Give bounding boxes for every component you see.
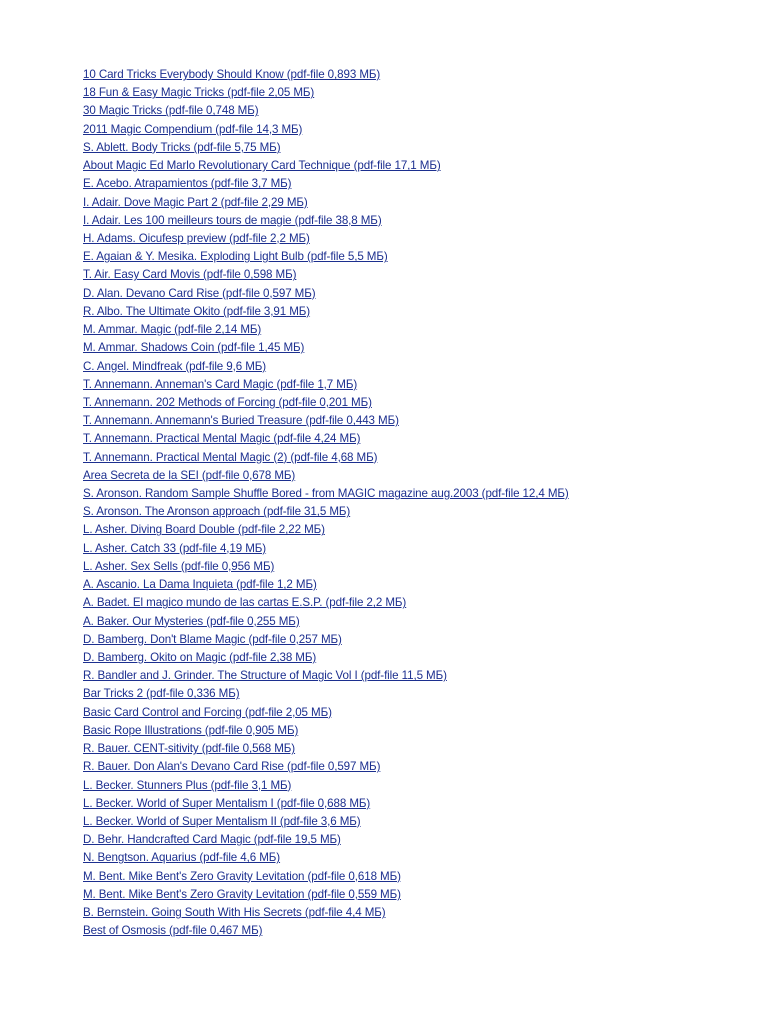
- list-item: [83, 65, 753, 83]
- pdf-download-link[interactable]: T. Annemann. Anneman's Card Magic (pdf-file 1,7 МБ): [83, 377, 358, 391]
- pdf-download-link[interactable]: H. Adams. Oicufesp preview (pdf-file 2,2 МБ): [83, 231, 310, 245]
- list-item: [83, 848, 753, 866]
- pdf-download-link[interactable]: C. Angel. Mindfreak (pdf-file 9,6 МБ): [83, 359, 267, 373]
- pdf-download-link[interactable]: Best of Osmosis (pdf-file 0,467 МБ): [83, 924, 263, 938]
- pdf-download-link[interactable]: Bar Tricks 2 (pdf-file 0,336 МБ): [83, 687, 240, 701]
- list-item: [83, 648, 753, 666]
- list-item: [83, 885, 753, 903]
- pdf-download-link[interactable]: Basic Rope Illustrations (pdf-file 0,905 МБ): [83, 723, 299, 737]
- pdf-download-link[interactable]: L. Becker. Stunners Plus (pdf-file 3,1 МБ): [83, 778, 292, 792]
- pdf-download-link[interactable]: T. Annemann. Practical Mental Magic (pdf-file 4,24 МБ): [83, 432, 361, 446]
- list-item: [83, 684, 753, 702]
- list-item: [83, 393, 753, 411]
- pdf-download-link[interactable]: B. Bernstein. Going South With His Secrets (pdf-file 4,4 МБ): [83, 906, 386, 920]
- pdf-download-link[interactable]: N. Bengtson. Aquarius (pdf-file 4,6 МБ): [83, 851, 281, 865]
- list-item: [83, 211, 753, 229]
- pdf-download-link[interactable]: L. Becker. World of Super Mentalism II (pdf-file 3,6 МБ): [83, 814, 361, 828]
- pdf-download-link[interactable]: D. Behr. Handcrafted Card Magic (pdf-file 19,5 МБ): [83, 833, 341, 847]
- pdf-download-link[interactable]: M. Bent. Mike Bent's Zero Gravity Levitation (pdf-file 0,559 МБ): [83, 887, 401, 901]
- list-item: [83, 557, 753, 575]
- pdf-download-link[interactable]: I. Adair. Les 100 meilleurs tours de magie (pdf-file 38,8 МБ): [83, 213, 382, 227]
- list-item: [83, 593, 753, 611]
- list-item: [83, 265, 753, 283]
- list-item: [83, 794, 753, 812]
- list-item: [83, 630, 753, 648]
- pdf-download-link[interactable]: D. Bamberg. Don't Blame Magic (pdf-file 0,257 МБ): [83, 632, 342, 646]
- pdf-download-link[interactable]: L. Becker. World of Super Mentalism I (pdf-file 0,688 МБ): [83, 796, 371, 810]
- pdf-download-link[interactable]: R. Bandler and J. Grinder. The Structure of Magic Vol I (pdf-file 11,5 МБ): [83, 669, 447, 683]
- pdf-download-link[interactable]: S. Aronson. The Aronson approach (pdf-file 31,5 МБ): [83, 505, 351, 519]
- pdf-download-link[interactable]: A. Ascanio. La Dama Inquieta (pdf-file 1,2 МБ): [83, 578, 317, 592]
- list-item: [83, 903, 753, 921]
- pdf-download-link[interactable]: S. Ablett. Body Tricks (pdf-file 5,75 МБ): [83, 140, 281, 154]
- pdf-download-link[interactable]: D. Alan. Devano Card Rise (pdf-file 0,597 МБ): [83, 286, 316, 300]
- pdf-download-link[interactable]: Basic Card Control and Forcing (pdf-file 2,05 МБ): [83, 705, 332, 719]
- list-item: [83, 867, 753, 885]
- pdf-download-link[interactable]: R. Bauer. CENT-sitivity (pdf-file 0,568 МБ): [83, 742, 296, 756]
- pdf-download-link[interactable]: About Magic Ed Marlo Revolutionary Card Technique (pdf-file 17,1 МБ): [83, 159, 441, 173]
- list-item: [83, 484, 753, 502]
- pdf-download-link[interactable]: 18 Fun & Easy Magic Tricks (pdf-file 2,05 МБ): [83, 86, 315, 100]
- list-item: [83, 320, 753, 338]
- pdf-download-link[interactable]: T. Annemann. 202 Methods of Forcing (pdf-file 0,201 МБ): [83, 395, 372, 409]
- list-item: [83, 338, 753, 356]
- pdf-download-link[interactable]: A. Badet. El magico mundo de las cartas E.S.P. (pdf-file 2,2 МБ): [83, 596, 407, 610]
- list-item: [83, 120, 753, 138]
- pdf-download-link[interactable]: M. Bent. Mike Bent's Zero Gravity Levitation (pdf-file 0,618 МБ): [83, 869, 401, 883]
- list-item: [83, 229, 753, 247]
- list-item: [83, 502, 753, 520]
- pdf-download-link[interactable]: 2011 Magic Compendium (pdf-file 14,3 МБ): [83, 122, 303, 136]
- pdf-download-link[interactable]: A. Baker. Our Mysteries (pdf-file 0,255 МБ): [83, 614, 300, 628]
- pdf-download-link[interactable]: M. Ammar. Shadows Coin (pdf-file 1,45 МБ): [83, 341, 305, 355]
- list-item: [83, 411, 753, 429]
- list-item: [83, 520, 753, 538]
- pdf-download-link[interactable]: T. Annemann. Practical Mental Magic (2) (pdf-file 4,68 МБ): [83, 450, 378, 464]
- list-item: [83, 776, 753, 794]
- list-item: [83, 757, 753, 775]
- list-item: [83, 575, 753, 593]
- pdf-download-link[interactable]: T. Annemann. Annemann's Buried Treasure (pdf-file 0,443 МБ): [83, 414, 399, 428]
- list-item: [83, 703, 753, 721]
- list-item: [83, 83, 753, 101]
- list-item: [83, 739, 753, 757]
- list-item: [83, 284, 753, 302]
- list-item: [83, 138, 753, 156]
- pdf-download-link[interactable]: L. Asher. Catch 33 (pdf-file 4,19 МБ): [83, 541, 267, 555]
- pdf-download-link[interactable]: I. Adair. Dove Magic Part 2 (pdf-file 2,29 МБ): [83, 195, 308, 209]
- pdf-download-link[interactable]: E. Agaian & Y. Mesika. Exploding Light Bulb (pdf-file 5,5 МБ): [83, 250, 388, 264]
- list-item: [83, 174, 753, 192]
- list-item: [83, 612, 753, 630]
- list-item: [83, 429, 753, 447]
- pdf-download-link[interactable]: D. Bamberg. Okito on Magic (pdf-file 2,38 МБ): [83, 651, 317, 664]
- list-item: [83, 193, 753, 211]
- pdf-download-link[interactable]: L. Asher. Sex Sells (pdf-file 0,956 МБ): [83, 559, 275, 573]
- pdf-download-link[interactable]: R. Bauer. Don Alan's Devano Card Rise (pdf-file 0,597 МБ): [83, 760, 381, 774]
- list-item: [83, 247, 753, 265]
- list-item: [83, 921, 753, 939]
- list-item: [83, 721, 753, 739]
- list-item: [83, 156, 753, 174]
- pdf-download-link[interactable]: E. Acebo. Atrapamientos (pdf-file 3,7 МБ): [83, 177, 292, 191]
- pdf-download-link[interactable]: S. Aronson. Random Sample Shuffle Bored - from MAGIC magazine aug.2003 (pdf-file 12,4 МБ): [83, 487, 569, 501]
- pdf-download-link[interactable]: R. Albo. The Ultimate Okito (pdf-file 3,91 МБ): [83, 304, 311, 318]
- list-item: [83, 302, 753, 320]
- pdf-download-link[interactable]: M. Ammar. Magic (pdf-file 2,14 МБ): [83, 323, 262, 337]
- list-item: [83, 830, 753, 848]
- list-item: [83, 812, 753, 830]
- list-item: [83, 448, 753, 466]
- list-item: [83, 375, 753, 393]
- list-item: [83, 666, 753, 684]
- download-link-list: [83, 65, 753, 940]
- list-item: [83, 539, 753, 557]
- pdf-download-link[interactable]: Area Secreta de la SEI (pdf-file 0,678 МБ): [83, 468, 296, 482]
- list-item: [83, 101, 753, 119]
- pdf-download-link[interactable]: T. Air. Easy Card Movis (pdf-file 0,598 МБ): [83, 268, 297, 282]
- list-item: [83, 466, 753, 484]
- pdf-download-link[interactable]: 10 Card Tricks Everybody Should Know (pdf-file 0,893 МБ): [83, 68, 381, 81]
- list-item: [83, 357, 753, 375]
- pdf-download-link[interactable]: L. Asher. Diving Board Double (pdf-file 2,22 МБ): [83, 523, 325, 537]
- pdf-download-link[interactable]: 30 Magic Tricks (pdf-file 0,748 МБ): [83, 104, 259, 118]
